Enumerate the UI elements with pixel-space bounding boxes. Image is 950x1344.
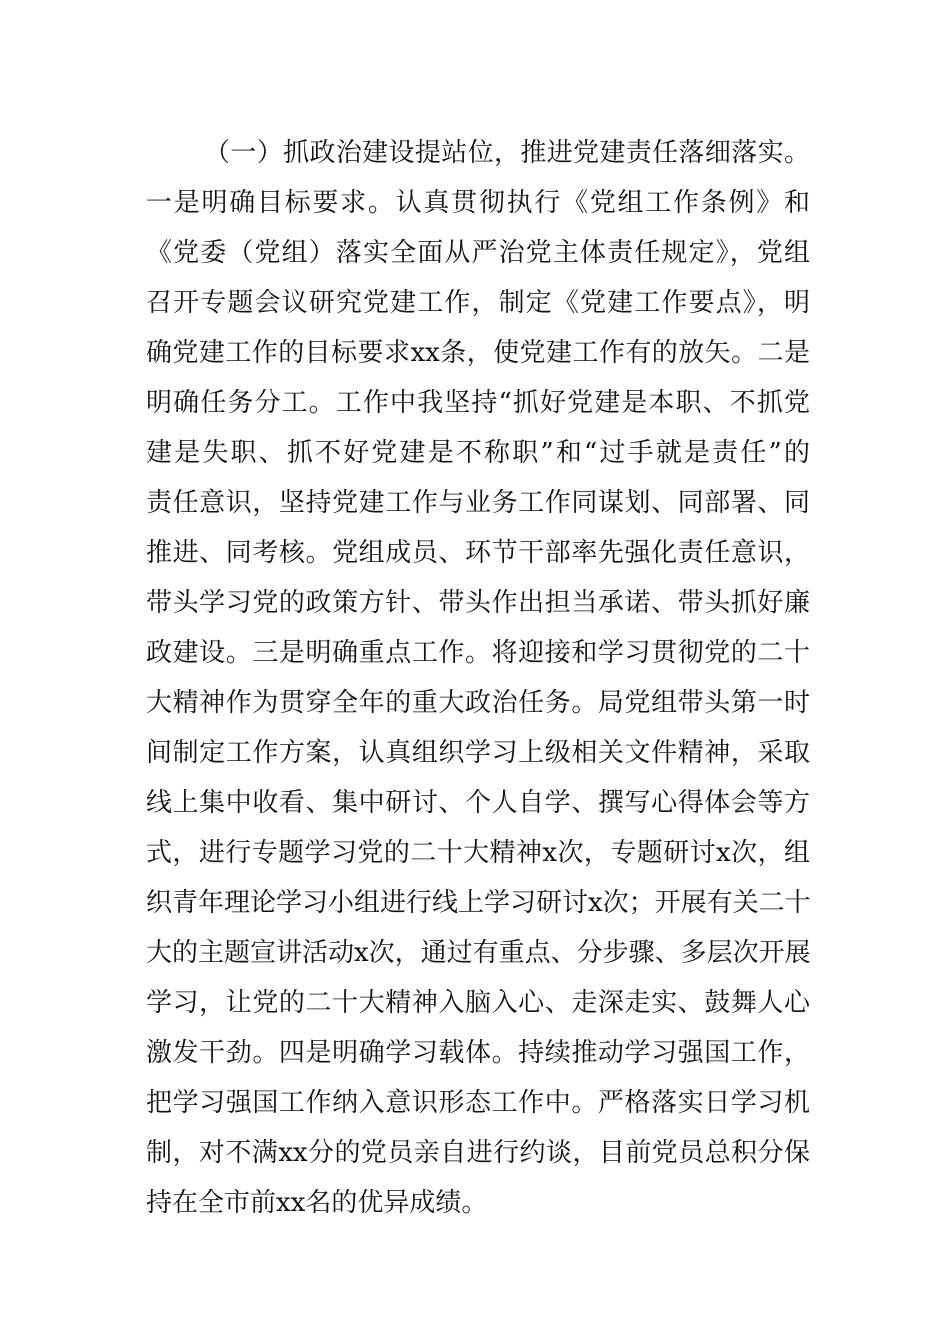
text-line: 带头学习党的政策方针、带头作出担当承诺、带头抓好廉 <box>146 588 810 618</box>
paragraph-heading-line: （一）抓政治建设提站位，推进党建责任落细落实。 <box>204 138 810 168</box>
text-line: 大的主题宣讲活动x次，通过有重点、分步骤、多层次开展 <box>146 938 811 968</box>
text-line: 把学习强国工作纳入意识形态工作中。严格落实日学习机 <box>146 1088 810 1118</box>
text-line: 确党建工作的目标要求xx条，使党建工作有的放矢。二是 <box>146 338 810 368</box>
body-paragraph <box>146 128 810 1228</box>
text-line: 政建设。三是明确重点工作。将迎接和学习贯彻党的二十 <box>146 638 810 668</box>
text-line: 推进、同考核。党组成员、环节干部率先强化责任意识， <box>146 538 810 568</box>
text-line: 责任意识，坚持党建工作与业务工作同谋划、同部署、同 <box>146 488 810 518</box>
text-line: 明确任务分工。工作中我坚持“抓好党建是本职、不抓党 <box>146 388 810 418</box>
text-line: 学习，让党的二十大精神入脑入心、走深走实、鼓舞人心 <box>146 988 810 1018</box>
text-line: 织青年理论学习小组进行线上学习研讨x次；开展有关二十 <box>146 888 811 918</box>
text-line: 式，进行专题学习党的二十大精神x次，专题研讨x次，组 <box>146 838 810 868</box>
text-line: 制，对不满xx分的党员亲自进行约谈，目前党员总积分保 <box>146 1138 810 1168</box>
text-line: 线上集中收看、集中研讨、个人自学、撰写心得体会等方 <box>146 788 810 818</box>
text-line: 激发干劲。四是明确学习载体。持续推动学习强国工作， <box>146 1038 810 1068</box>
text-line: 间制定工作方案，认真组织学习上级相关文件精神，采取 <box>146 738 810 768</box>
text-line: 一是明确目标要求。认真贯彻执行《党组工作条例》和 <box>146 188 810 218</box>
text-line: 《党委（党组）落实全面从严治党主体责任规定》，党组 <box>146 238 810 268</box>
text-line: 建是失职、抓不好党建是不称职”和“过手就是责任”的 <box>146 438 810 468</box>
text-line: 召开专题会议研究党建工作，制定《党建工作要点》，明 <box>146 288 810 318</box>
text-line: 大精神作为贯穿全年的重大政治任务。局党组带头第一时 <box>146 688 810 718</box>
text-line-last: 持在全市前xx名的优异成绩。 <box>146 1188 488 1218</box>
